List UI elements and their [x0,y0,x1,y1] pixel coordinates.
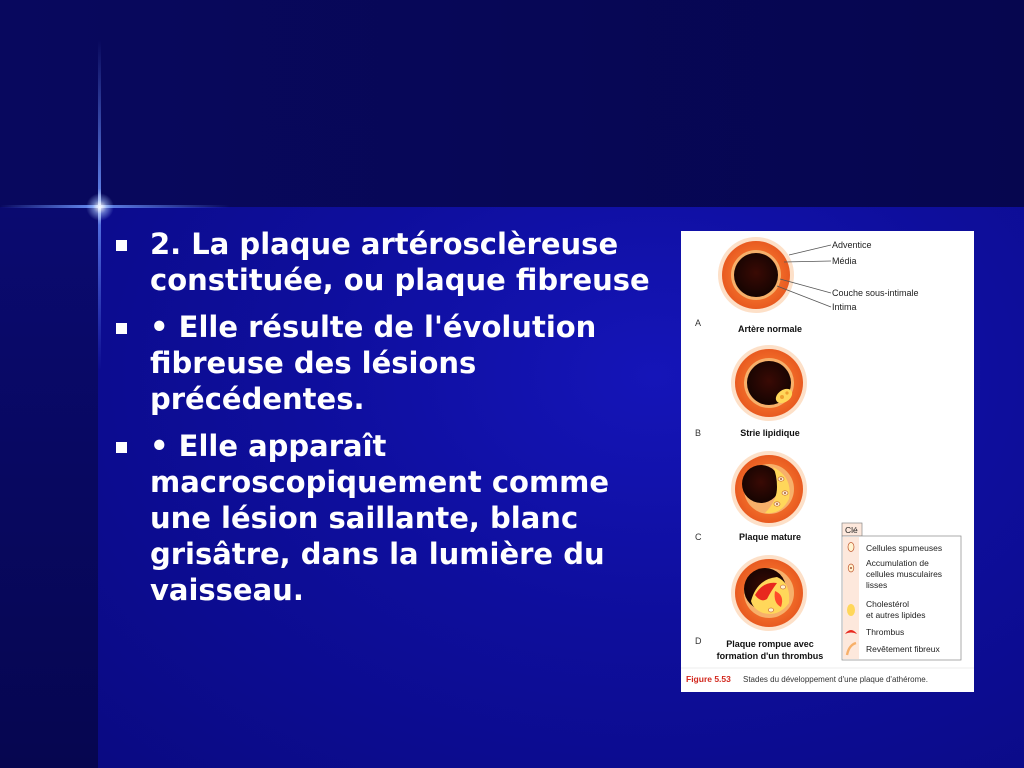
bullet-item [112,226,657,298]
legend-item-thrombus: Thrombus [866,627,905,637]
bullet-text: 2. La plaque artérosclèreuse constituée, ou plaque fibreuse [150,227,650,297]
legend-item-smooth-muscle-line1: Accumulation de [866,558,929,568]
stage-title-b: Strie lipidique [740,428,800,438]
legend-icon-foam-cells [848,543,854,552]
artery-ruptured-plaque-drawing [731,555,807,631]
legend-item-cholesterol-line2: et autres lipides [866,610,926,620]
artery-normal-drawing [718,237,794,313]
bullet-text: • Elle résulte de l'évolution fibreuse des lésions précédentes. [150,310,597,416]
legend-icon-cholesterol [847,604,855,616]
decorative-sparkle [86,193,114,221]
square-bullet-icon [116,323,127,334]
square-bullet-icon [116,240,127,251]
legend-key [842,523,961,660]
legend-icon-smooth-muscle [848,564,854,572]
bullet-list [112,226,657,619]
bullet-item [112,428,657,608]
atheroma-stages-figure [681,231,974,692]
artery-mature-plaque-drawing [731,451,807,527]
stage-title-d-line1: Plaque rompue avec [726,639,814,649]
stage-letter-b: B [695,428,702,438]
layer-label-media: Média [832,256,857,266]
figure-caption-text: Stades du développement d'une plaque d'athérome. [743,675,928,684]
stage-letter-a: A [695,318,702,328]
stage-letter-d: D [695,636,702,646]
legend-item-smooth-muscle-line3: lisses [866,580,888,590]
bullet-text: • Elle apparaît macroscopiquement comme une lésion saillante, blanc grisâtre, dans la lumière du vaisseau. [150,429,610,607]
figure-caption-label: Figure 5.53 [686,674,731,684]
bullet-item [112,309,657,417]
slide-left-strip [0,207,98,768]
stage-title-d-line2: formation d'un thrombus [716,651,824,661]
layer-label-intima: Intima [832,302,857,312]
square-bullet-icon [116,442,127,453]
legend-title: Clé [845,525,858,535]
artery-fatty-streak-drawing [731,345,807,421]
legend-item-fibrous-cap: Revêtement fibreux [866,644,940,654]
legend-item-smooth-muscle-line2: cellules musculaires [866,569,943,579]
legend-item-foam-cells: Cellules spumeuses [866,543,943,553]
slide-title-area [0,0,1024,207]
decorative-horizontal-line [0,205,230,208]
stage-letter-c: C [695,532,702,542]
layer-label-sous-intimale: Couche sous-intimale [832,288,919,298]
layer-label-adventice: Adventice [832,240,872,250]
stage-title-c: Plaque mature [738,532,802,542]
legend-item-cholesterol-line1: Cholestérol [866,599,909,609]
stage-title-a: Artère normale [737,324,803,334]
